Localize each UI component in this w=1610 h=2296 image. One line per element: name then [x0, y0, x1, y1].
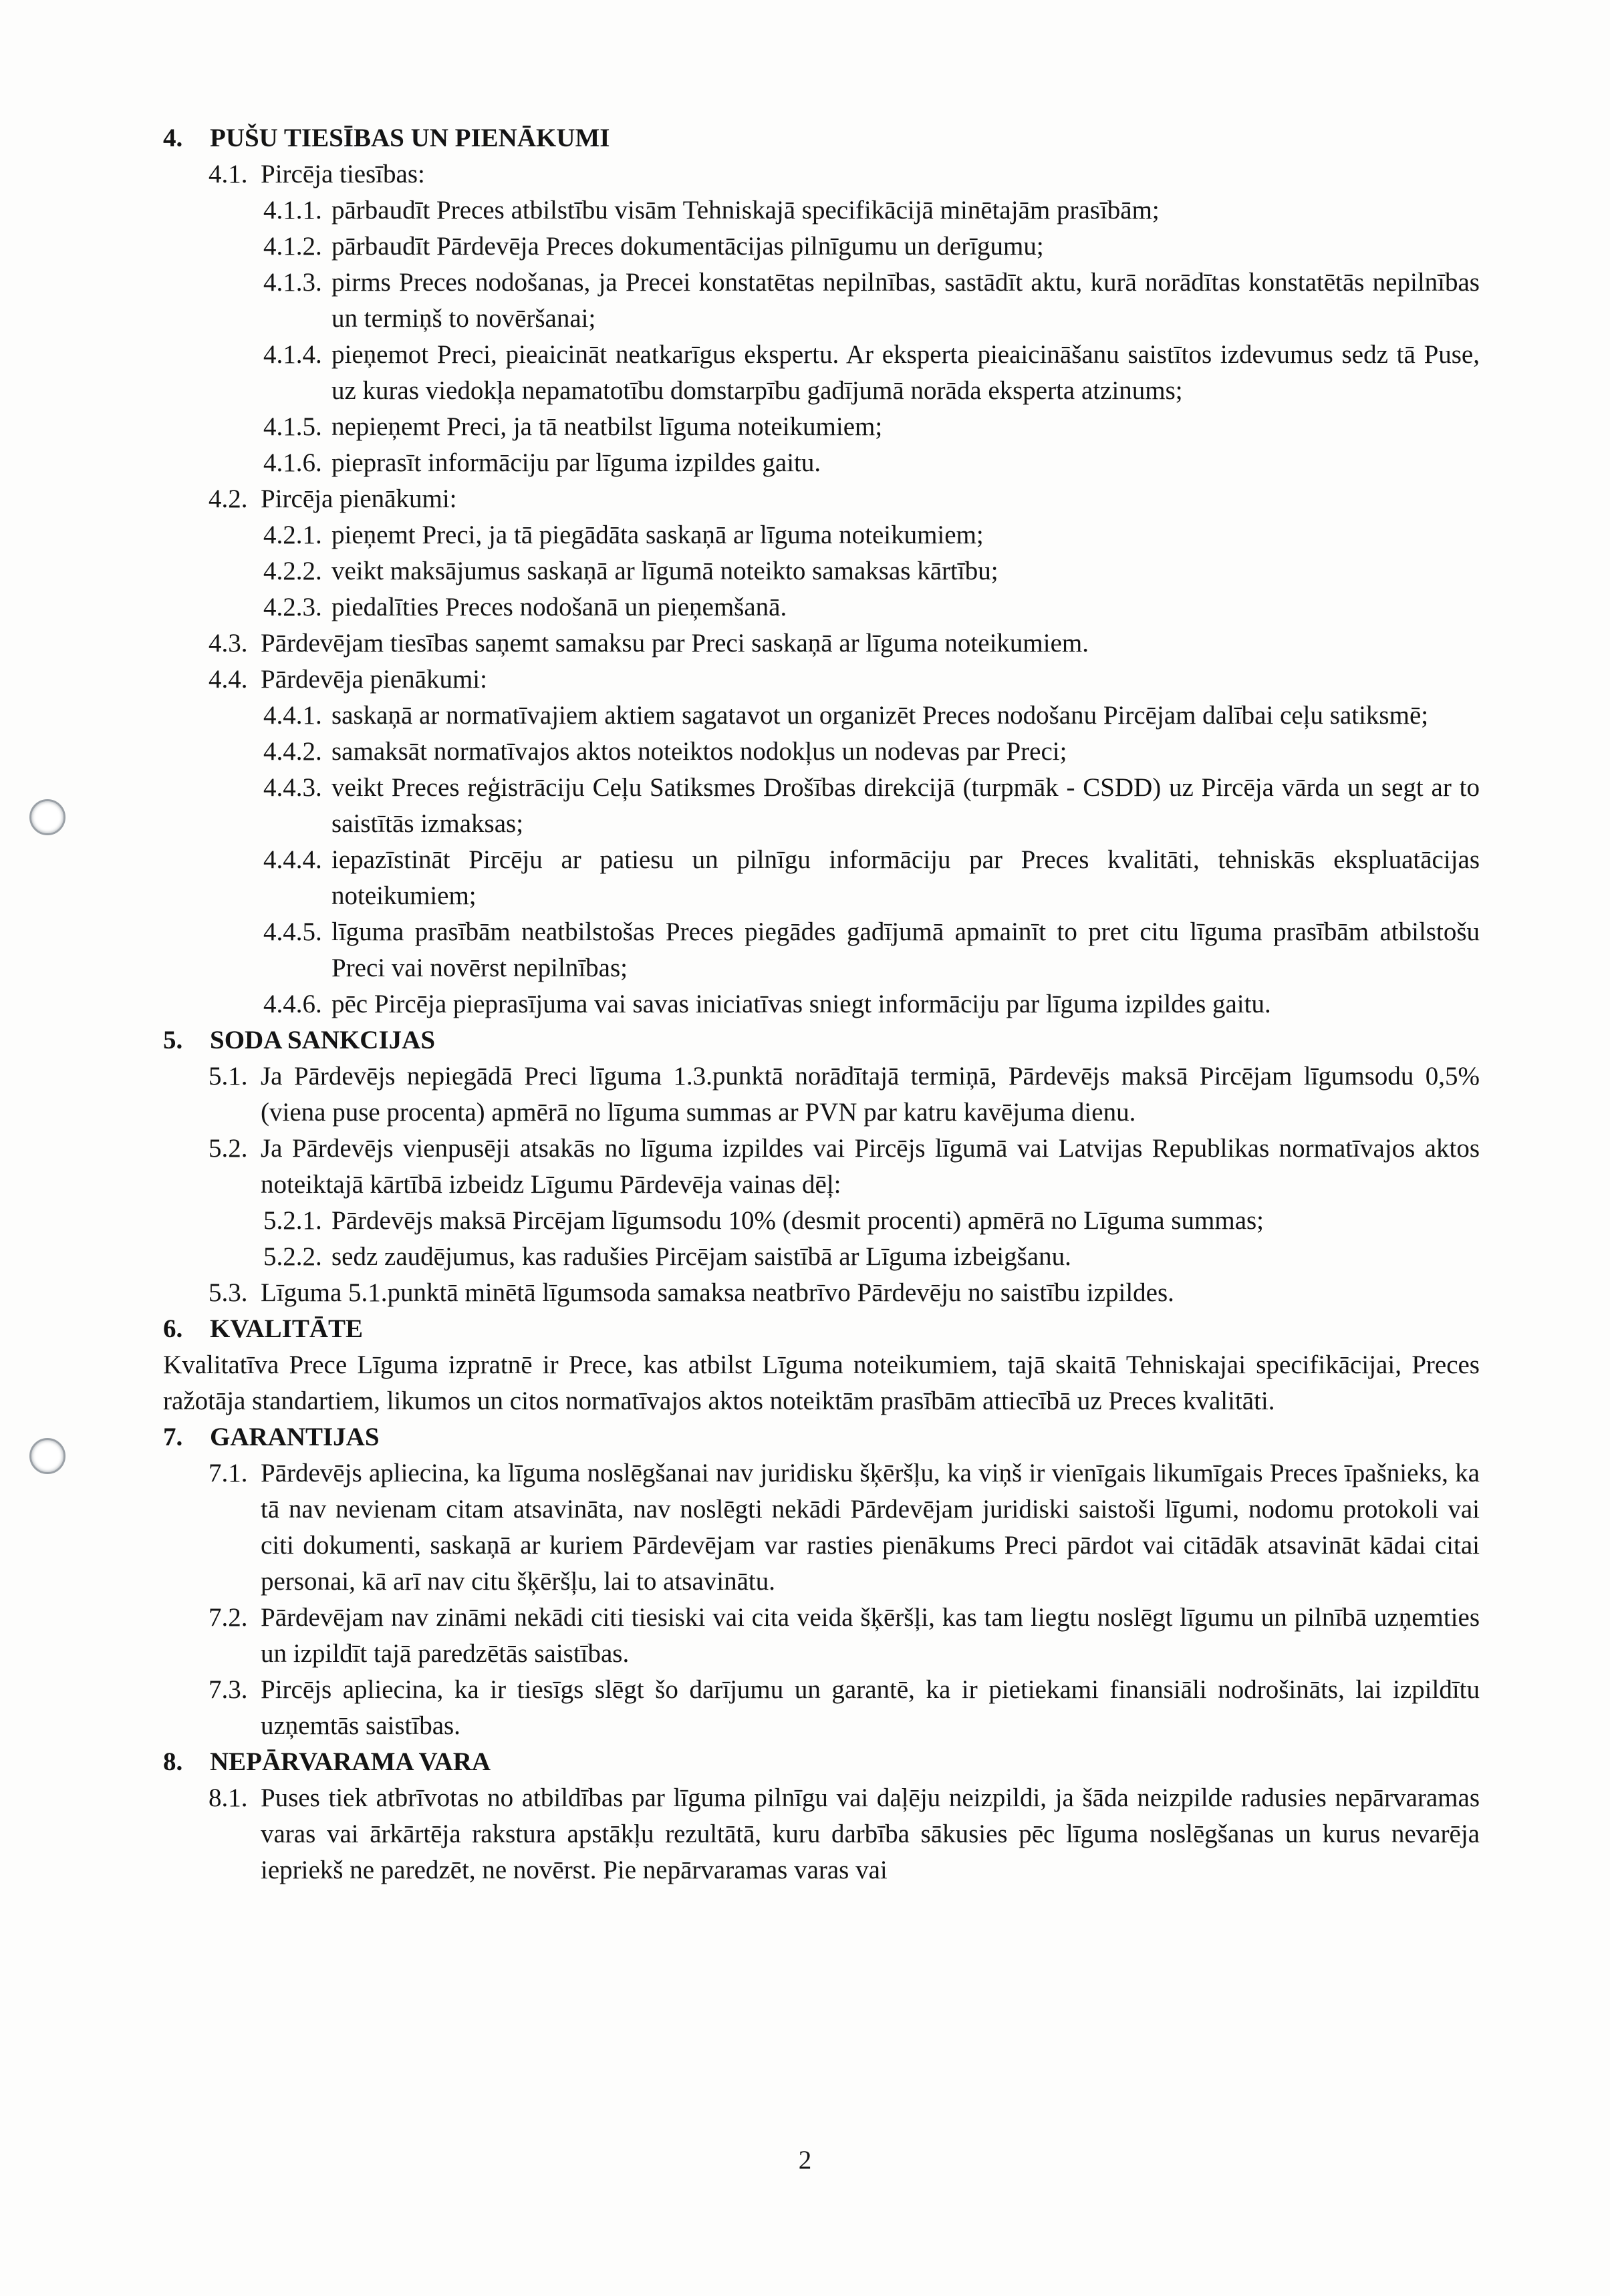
section-6 — [163, 1311, 1480, 1419]
clause — [209, 1455, 1480, 1600]
subclause — [263, 1239, 1480, 1275]
section-title: PUŠU TIESĪBAS UN PIENĀKUMI — [210, 124, 610, 152]
clause-text: Pārdevējs apliecina, ka līguma noslēgšanai nav juridisku šķēršļu, ka viņš ir vienīgais likumīgais Preces īpašnieks, ka tā nav nevienam citam atsavināta, nav noslēgti nekādi Pārdevējam juridiski saistoši līgumi, nodomu protokoli vai citi dokumenti, saskaņā ar kuriem Pārdevējam var rasties pienākums Preci pārdot vai citādāk atsavināt kādai citai personai, kā arī nav citu šķēršļu, lai to atsavinātu. — [261, 1459, 1480, 1596]
clause-number: 7.1. — [209, 1459, 248, 1487]
subclause — [263, 553, 1480, 589]
subclause-text: līguma prasībām neatbilstošas Preces piegādes gadījumā apmainīt to pret citu līguma prasībām atbilstošu Preci vai novērst nepilnības; — [331, 917, 1480, 982]
clause — [209, 156, 1480, 192]
section-number: 8. — [163, 1747, 183, 1776]
clause-text: Pārdevējam tiesības saņemt samaksu par Preci saskaņā ar līguma noteikumiem. — [261, 629, 1089, 658]
subclause-number: 4.1.3. — [263, 268, 322, 297]
clause — [209, 662, 1480, 698]
clause — [209, 1275, 1480, 1311]
punch-hole-icon — [29, 799, 65, 835]
subclause-text: nepieņemt Preci, ja tā neatbilst līguma noteikumiem; — [331, 412, 883, 441]
clause-number: 5.1. — [209, 1062, 248, 1091]
subclause-text: pēc Pircēja pieprasījuma vai savas iniciatīvas sniegt informāciju par līguma izpildes gaitu. — [331, 990, 1271, 1018]
subclause — [263, 914, 1480, 986]
clause-text: Pircēja pienākumi: — [261, 484, 457, 513]
page-number: 2 — [798, 2146, 812, 2174]
subclause — [263, 1203, 1480, 1239]
clause-text: Ja Pārdevējs vienpusēji atsakās no līguma izpildes vai Pircējs līgumā vai Latvijas Republikas normatīvajos aktos noteiktajā kārtībā izbeidz Līgumu Pārdevēja vainas dēļ: — [261, 1134, 1480, 1199]
subclause-text: piedalīties Preces nodošanā un pieņemšanā. — [331, 593, 787, 621]
subclause-number: 4.1.4. — [263, 340, 322, 369]
section-7 — [163, 1419, 1480, 1744]
subclause-number: 5.2.2. — [263, 1242, 322, 1271]
clause-number: 8.1. — [209, 1783, 248, 1812]
clause — [209, 1600, 1480, 1672]
subclause-text: pārbaudīt Preces atbilstību visām Tehniskajā specifikācijā minētajām prasībām; — [331, 196, 1160, 225]
clause-number: 4.4. — [209, 665, 248, 694]
subclause-text: iepazīstināt Pircēju ar patiesu un pilnīgu informāciju par Preces kvalitāti, tehniskās ekspluatācijas noteikumiem; — [331, 845, 1480, 910]
subclause-text: veikt Preces reģistrāciju Ceļu Satiksmes Drošības direkcijā (turpmāk - CSDD) uz Pircēja vārda un segt ar to saistītās izmaksas; — [331, 773, 1480, 838]
subclause-number: 4.1.5. — [263, 412, 322, 441]
subclause-text: pieprasīt informāciju par līguma izpildes gaitu. — [331, 448, 821, 477]
clause-text: Puses tiek atbrīvotas no atbildības par līguma pilnīgu vai daļēju neizpildi, ja šāda neizpilde radusies nepārvaramas varas vai ārkārtēja rakstura apstākļu rezultātā, kuru darbība sākusies pēc līguma noslēgšanas un kurus nevarēja iepriekš ne paredzēt, ne novērst. Pie nepārvaramas varas vai — [261, 1783, 1480, 1884]
document-body — [163, 120, 1480, 1888]
clause-text: Ja Pārdevējs nepiegādā Preci līguma 1.3.punktā norādītajā termiņā, Pārdevējs maksā Pircējam līgumsodu 0,5% (viena puse procenta) apmērā no līguma summas ar PVN par katru kavējuma dienu. — [261, 1062, 1480, 1127]
clause-text: Pircēja tiesības: — [261, 160, 425, 188]
section-heading — [163, 1311, 1480, 1347]
section-number: 6. — [163, 1314, 183, 1343]
clause — [209, 481, 1480, 517]
section-heading — [163, 1022, 1480, 1058]
section-8 — [163, 1744, 1480, 1888]
clause-number: 4.1. — [209, 160, 248, 188]
clause-number: 5.2. — [209, 1134, 248, 1163]
subclause-number: 4.4.5. — [263, 917, 322, 946]
section-5 — [163, 1022, 1480, 1311]
subclause — [263, 734, 1480, 770]
clause-text: Pārdevēja pienākumi: — [261, 665, 487, 694]
clause — [209, 1672, 1480, 1744]
section-4 — [163, 120, 1480, 1022]
clause-number: 5.3. — [209, 1278, 248, 1307]
subclause-number: 4.2.2. — [263, 557, 322, 585]
section-paragraph: Kvalitatīva Prece Līguma izpratnē ir Prece, kas atbilst Līguma noteikumiem, tajā skaitā Tehniskajai specifikācijai, Preces ražotāja standartiem, likumos un citos normatīvajos aktos noteiktām prasībām attiecībā uz Preces kvalitāti. — [163, 1350, 1480, 1415]
subclause — [263, 445, 1480, 481]
subclause-number: 4.4.6. — [263, 990, 322, 1018]
subclause-number: 4.1.6. — [263, 448, 322, 477]
subclause-number: 4.2.3. — [263, 593, 322, 621]
subclause — [263, 698, 1480, 734]
subclause — [263, 589, 1480, 625]
subclause-text: Pārdevējs maksā Pircējam līgumsodu 10% (desmit procenti) apmērā no Līguma summas; — [331, 1206, 1264, 1235]
subclause — [263, 842, 1480, 914]
clause-number: 4.2. — [209, 484, 248, 513]
section-heading — [163, 1419, 1480, 1455]
subclause-text: saskaņā ar normatīvajiem aktiem sagatavot un organizēt Preces nodošanu Pircējam dalībai ceļu satiksmē; — [331, 701, 1429, 730]
subclause-number: 4.2.1. — [263, 521, 322, 549]
subclause — [263, 337, 1480, 409]
clause — [209, 625, 1480, 662]
section-title: GARANTIJAS — [210, 1423, 380, 1451]
subclause — [263, 986, 1480, 1022]
clause-number: 7.3. — [209, 1675, 248, 1704]
section-title: NEPĀRVARAMA VARA — [210, 1747, 491, 1776]
section-title: SODA SANKCIJAS — [210, 1026, 436, 1054]
section-heading — [163, 120, 1480, 156]
clause-text: Pārdevējam nav zināmi nekādi citi tiesiski vai cita veida šķēršļi, kas tam liegtu noslēgt līgumu un pilnībā uzņemties un izpildīt tajā paredzētās saistības. — [261, 1603, 1480, 1668]
subclause — [263, 192, 1480, 229]
punch-hole-icon — [29, 1438, 65, 1474]
subclause-text: samaksāt normatīvajos aktos noteiktos nodokļus un nodevas par Preci; — [331, 737, 1067, 766]
subclause — [263, 770, 1480, 842]
subclause-number: 5.2.1. — [263, 1206, 322, 1235]
subclause-text: pieņemot Preci, pieaicināt neatkarīgus ekspertu. Ar eksperta pieaicināšanu saistītos izdevumus sedz tā Puse, uz kuras viedokļa nepamatotību domstarpību gadījumā norāda eksperta atzinums; — [331, 340, 1480, 405]
subclause-text: veikt maksājumus saskaņā ar līgumā noteikto samaksas kārtību; — [331, 557, 998, 585]
subclause-number: 4.1.2. — [263, 232, 322, 261]
section-number: 7. — [163, 1423, 183, 1451]
subclause-text: pirms Preces nodošanas, ja Precei konstatētas nepilnības, sastādīt aktu, kurā norādītas konstatētās nepilnības un termiņš to novēršanai; — [331, 268, 1480, 333]
subclause — [263, 229, 1480, 265]
clause-number: 7.2. — [209, 1603, 248, 1632]
clause-text: Līguma 5.1.punktā minētā līgumsoda samaksa neatbrīvo Pārdevēju no saistību izpildes. — [261, 1278, 1174, 1307]
subclause — [263, 517, 1480, 553]
subclause-number: 4.4.1. — [263, 701, 322, 730]
clause-text: Pircējs apliecina, ka ir tiesīgs slēgt šo darījumu un garantē, ka ir pietiekami finansiāli nodrošināts, lai izpildītu uzņemtās saistības. — [261, 1675, 1480, 1740]
subclause-number: 4.4.4. — [263, 845, 322, 874]
section-number: 5. — [163, 1026, 183, 1054]
subclause-text: pieņemt Preci, ja tā piegādāta saskaņā ar līguma noteikumiem; — [331, 521, 984, 549]
clause — [209, 1780, 1480, 1888]
section-number: 4. — [163, 124, 183, 152]
subclause-text: sedz zaudējumus, kas radušies Pircējam saistībā ar Līguma izbeigšanu. — [331, 1242, 1071, 1271]
clause-number: 4.3. — [209, 629, 248, 658]
section-heading — [163, 1744, 1480, 1780]
subclause-text: pārbaudīt Pārdevēja Preces dokumentācijas pilnīgumu un derīgumu; — [331, 232, 1044, 261]
subclause — [263, 409, 1480, 445]
clause — [209, 1131, 1480, 1203]
subclause-number: 4.4.2. — [263, 737, 322, 766]
subclause-number: 4.1.1. — [263, 196, 322, 225]
subclause-number: 4.4.3. — [263, 773, 322, 802]
subclause — [263, 265, 1480, 337]
clause — [209, 1058, 1480, 1131]
section-title: KVALITĀTE — [210, 1314, 364, 1343]
